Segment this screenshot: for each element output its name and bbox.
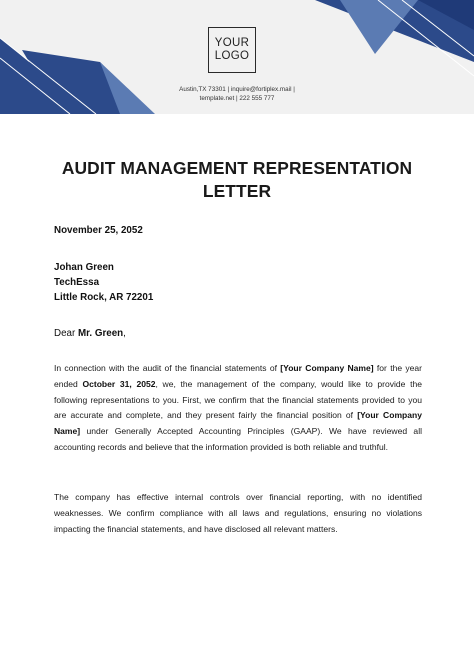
p1-company-name-2: [Your Company Name] bbox=[54, 410, 422, 437]
letterhead bbox=[0, 0, 474, 114]
recipient-name: Johan Green bbox=[54, 262, 114, 273]
contact-line-2: template.net | 222 555 777 bbox=[199, 95, 275, 102]
p1-text-4: under Generally Accepted Accounting Principles (GAAP). We have reviewed all accounting records and believe that the information provided is both reliable and truthful. bbox=[54, 426, 422, 452]
paragraph-1 bbox=[54, 361, 422, 456]
p1-year-end-date: October 31, 2052 bbox=[82, 378, 156, 389]
recipient-location: Little Rock, AR 72201 bbox=[54, 292, 154, 303]
salutation-prefix: Dear bbox=[54, 328, 78, 339]
p1-text-1: In connection with the audit of the financial statements of bbox=[54, 363, 281, 373]
paragraph-2: The company has effective internal controls over financial reporting, with no identified weaknesses. We confirm compliance with all laws and regulations, ensuring no violations impacting the financial statements, and have disclosed all relevant matters. bbox=[54, 492, 422, 534]
salutation bbox=[54, 328, 126, 339]
logo-text: YOUR LOGO bbox=[214, 37, 250, 62]
company-logo bbox=[208, 27, 256, 73]
recipient-company: TechEssa bbox=[54, 277, 100, 288]
p1-text-3: , we, the management of the company, would like to provide the following representations to you. First, we confirm that the financial statements provided to you are accurate and complete, and they present fairly the financial position of bbox=[54, 378, 422, 421]
contact-line-1: Austin,TX 73301 | inquire@fortiplex.mail | bbox=[179, 86, 295, 93]
p1-company-name-1: [Your Company Name] bbox=[280, 363, 374, 373]
salutation-name: Mr. Green bbox=[77, 328, 124, 339]
p1-text-2: for the year ended bbox=[54, 363, 422, 389]
document-title: AUDIT MANAGEMENT REPRESENTATION LETTER bbox=[61, 158, 413, 201]
salutation-suffix: , bbox=[123, 328, 126, 339]
letter-date: November 25, 2052 bbox=[54, 225, 143, 236]
